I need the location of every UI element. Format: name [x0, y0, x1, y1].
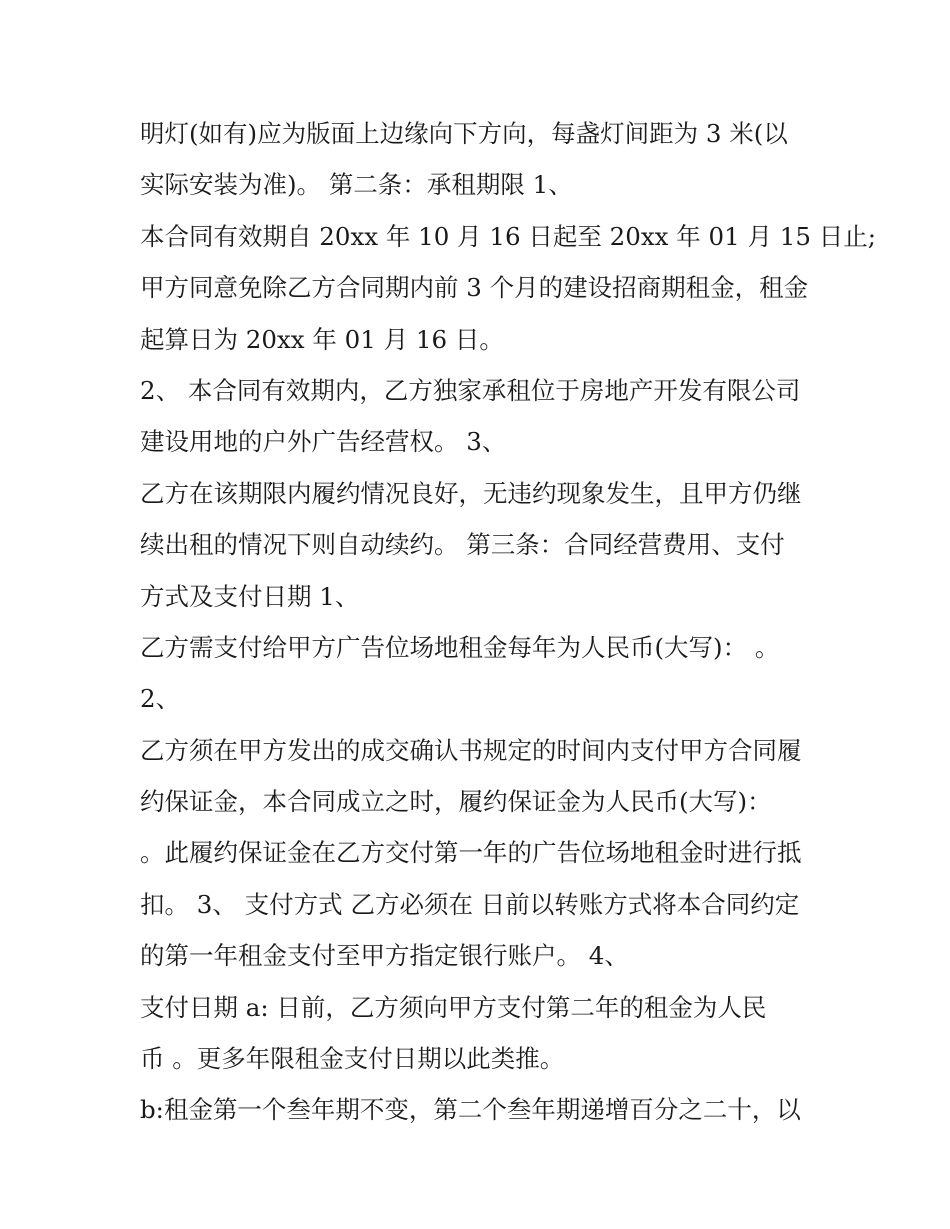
text-line-18: 支付日期 a: 日前，乙方须向甲方支付第二年的租金为人民 — [140, 992, 767, 1022]
text-line-17: 的第一年租金支付至甲方指定银行账户。 4、 — [140, 941, 629, 971]
text-line-4: 甲方同意免除乙方合同期内前 3 个月的建设招商期租金，租金 — [140, 273, 809, 303]
contract-text-body — [140, 108, 877, 1136]
text-line-10: 方式及支付日期 1、 — [140, 581, 360, 611]
text-line-7: 建设用地的户外广告经营权。 3、 — [140, 427, 507, 457]
text-line-12: 2、 — [140, 684, 181, 714]
text-line-6: 2、 本合同有效期内，乙方独家承租位于房地产开发有限公司 — [140, 375, 801, 405]
text-line-20: b:租金第一个叁年期不变，第二个叁年期递增百分之二十，以 — [140, 1095, 801, 1125]
text-line-8: 乙方在该期限内履约情况良好，无违约现象发生，且甲方仍继 — [140, 478, 802, 508]
text-line-16: 扣。 3、 支付方式 乙方必须在 日前以转账方式将本合同约定 — [140, 889, 800, 919]
text-line-15: 。此履约保证金在乙方交付第一年的广告位场地租金时进行抵 — [140, 838, 802, 868]
text-line-14: 约保证金，本合同成立之时，履约保证金为人民币(大写)： — [140, 787, 772, 817]
text-line-19: 币 。更多年限租金支付日期以此类推。 — [140, 1044, 565, 1074]
text-line-13: 乙方须在甲方发出的成交确认书规定的时间内支付甲方合同履 — [140, 735, 802, 765]
text-line-9: 续出租的情况下则自动续约。 第三条：合同经营费用、支付 — [140, 530, 785, 560]
text-line-11: 乙方需支付给甲方广告位场地租金每年为人民币(大写)： 。 — [140, 632, 780, 662]
text-line-3: 本合同有效期自 20xx 年 10 月 16 日起至 20xx 年 01 月 15 日止; — [140, 221, 877, 251]
text-line-5: 起算日为 20xx 年 01 月 16 日。 — [140, 324, 504, 354]
text-line-1: 明灯(如有)应为版面上边缘向下方向，每盏灯间距为 3 米(以 — [140, 119, 788, 148]
text-line-2: 实际安装为准)。 第二条：承租期限 1、 — [140, 170, 573, 200]
